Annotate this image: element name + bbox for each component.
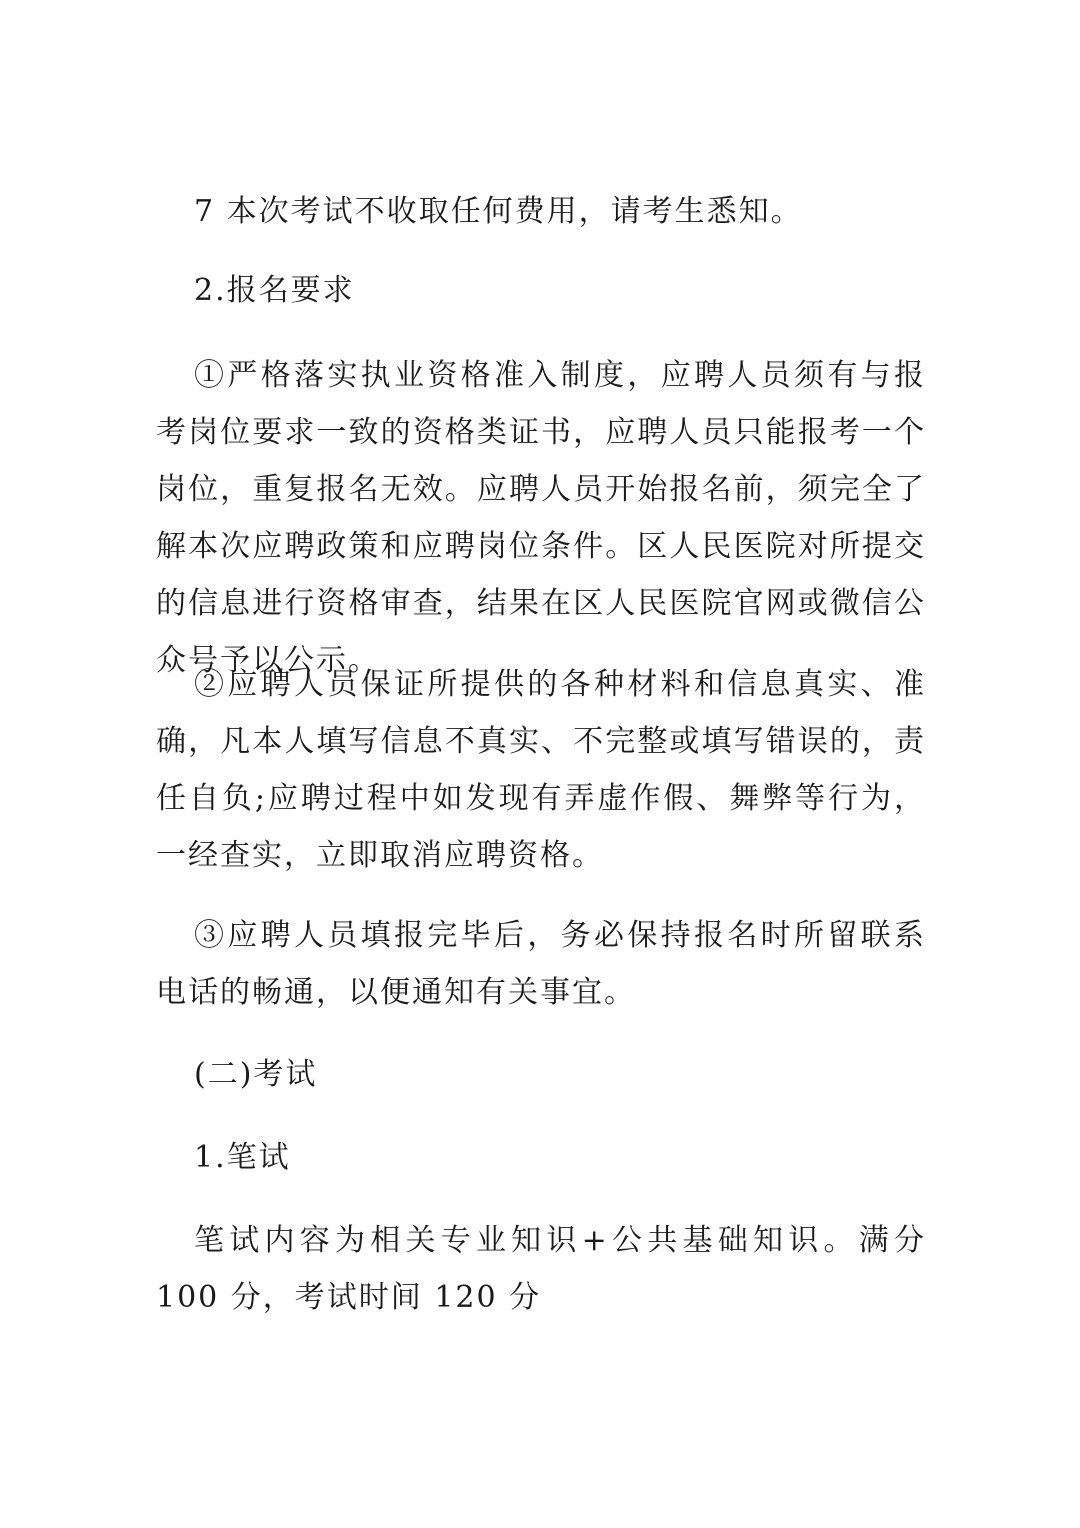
paragraph-fee-notice: 7 本次考试不收取任何费用，请考生悉知。 bbox=[194, 194, 803, 229]
heading-registration-requirements: 2.报名要求 bbox=[194, 273, 355, 308]
paragraph-written-test-content: 笔试内容为相关专业知识+公共基础知识。满分 100 分，考试时间 120 分 bbox=[156, 1223, 926, 1315]
heading-exam: (二)考试 bbox=[194, 1057, 318, 1092]
heading-written-test: 1.笔试 bbox=[194, 1140, 291, 1175]
paragraph-requirement-3: ③应聘人员填报完毕后，务必保持报名时所留联系电话的畅通，以便通知有关事宜。 bbox=[156, 918, 926, 1010]
paragraph-requirement-1: ①严格落实执业资格准入制度，应聘人员须有与报考岗位要求一致的资格类证书，应聘人员只能报考一个岗位，重复报名无效。应聘人员开始报名前，须完全了解本次应聘政策和应聘岗位条件。区人民医院对所提交的信息进行资格审查，结果在区人民医院官网或微信公众号予以公示。 bbox=[156, 358, 926, 678]
paragraph-requirement-2: ②应聘人员保证所提供的各种材料和信息真实、准确，凡本人填写信息不真实、不完整或填写错误的，责任自负;应聘过程中如发现有弄虚作假、舞弊等行为，一经查实，立即取消应聘资格。 bbox=[156, 667, 926, 873]
